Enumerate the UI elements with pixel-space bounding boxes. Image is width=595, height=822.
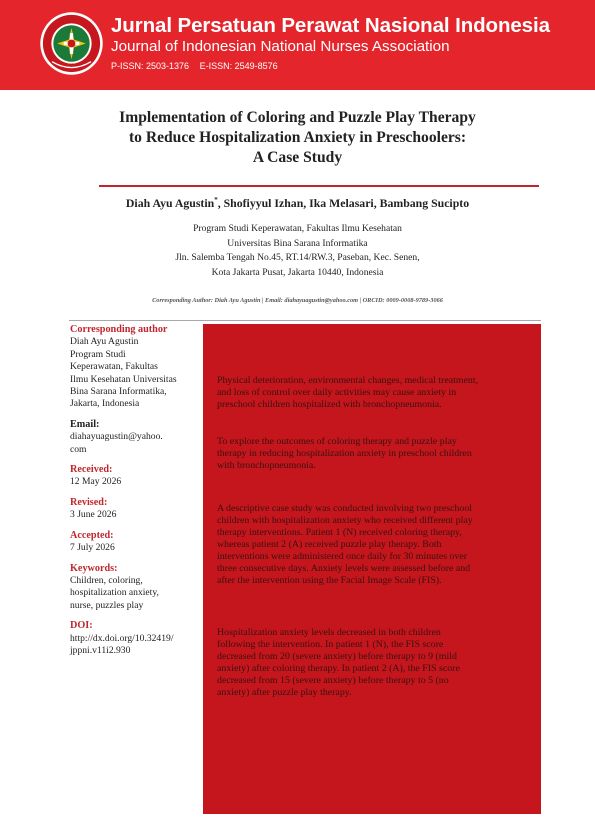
abstract-line: anxiety) after puzzle play therapy.: [217, 687, 352, 698]
abstract-line: preschool children hospitalized with bronchopneumonia.: [217, 399, 442, 410]
abstract-line: anxiety) after coloring therapy. In patient 2 (A), the FIS score: [217, 663, 460, 674]
keywords-heading: Keywords:: [70, 562, 118, 574]
article-title: [60, 108, 535, 168]
email-link[interactable]: com: [70, 443, 87, 455]
accepted-date: 7 July 2026: [70, 542, 115, 554]
email-heading: Email:: [70, 418, 100, 430]
title-line: to Reduce Hospitalization Anxiety in Preschoolers:: [128, 129, 467, 146]
affiliation-line: Kota Jakarta Pusat, Jakarta 10440, Indonesia: [211, 266, 384, 278]
abstract-line: three consecutive days. Anxiety levels were assessed before and: [217, 563, 471, 574]
received-date: 12 May 2026: [70, 476, 122, 488]
affiliation-line: Jln. Salemba Tengah No.45, RT.14/RW.3, Paseban, Kec. Senen,: [175, 252, 420, 264]
received-heading: Received:: [70, 464, 113, 476]
first-author: Diah Ayu Agustin: [125, 196, 215, 210]
accepted-heading: Accepted:: [70, 529, 114, 541]
title-divider: [99, 185, 539, 187]
corresponding-mark: *: [214, 196, 218, 205]
corresponding-author-heading: Corresponding author: [70, 324, 168, 335]
p-issn: P-ISSN: 2503-1376: [111, 61, 190, 71]
abstract-line: Physical deterioration, environmental changes, medical treatment,: [217, 375, 479, 386]
abstract-line: therapy interventions. Patient 1 (N) received coloring therapy,: [217, 527, 462, 538]
abstract-line: whereas patient 2 (A) received puzzle play therapy. Both: [217, 539, 442, 550]
keywords-text: hospitalization anxiety,: [70, 587, 159, 599]
ppni-logo-icon: [39, 11, 104, 76]
keywords-text: nurse, puzzles play: [70, 599, 144, 611]
abstract-line: following the intervention. In patient 1 (N), the FIS score: [217, 639, 444, 650]
abstract-methods: [217, 503, 527, 587]
affiliation-line: Program Studi Keperawatan, Fakultas Ilmu Kesehatan: [193, 223, 402, 234]
journal-subtitle: Journal of Indonesian National Nurses Association: [111, 38, 450, 55]
article-info-sidebar: [70, 324, 202, 657]
affiliation: [60, 222, 535, 280]
revised-heading: Revised:: [70, 496, 108, 508]
sidebar-text: Ilmu Kesehatan Universitas: [70, 373, 177, 385]
email-link[interactable]: diahayuagustin@yahoo.: [70, 431, 163, 443]
revised-date: 3 June 2026: [70, 509, 117, 521]
sidebar-text: Jakarta, Indonesia: [70, 398, 140, 410]
abstract-line: decreased from 20 (severe anxiety) before therapy to 9 (mild: [217, 651, 457, 662]
abstract-results: [217, 627, 527, 699]
abstract-background: [217, 375, 527, 411]
abstract-line: children with hospitalization anxiety who received different play: [217, 515, 473, 526]
sidebar-text: Keperawatan, Fakultas: [70, 361, 158, 373]
journal-title: Jurnal Persatuan Perawat Nasional Indonesia: [111, 14, 550, 37]
abstract-line: decreased from 15 (severe anxiety) before therapy to 5 (no: [217, 675, 449, 686]
abstract-line: A descriptive case study was conducted involving two preschool: [217, 503, 473, 514]
e-issn: E-ISSN: 2549-8576: [199, 61, 278, 71]
info-divider: [69, 320, 541, 321]
doi-heading: DOI:: [70, 620, 93, 632]
corresponding-info-line: Corresponding Author: Diah Ayu Agustin | Email: diahayuagustin@yahoo.com | ORCID: 0009-0008-9789-3066: [152, 297, 443, 304]
affiliation-line: Universitas Bina Sarana Informatika: [227, 237, 368, 249]
co-authors: , Shofiyyul Izhan, Ika Melasari, Bambang Sucipto: [217, 196, 470, 210]
sidebar-text: Diah Ayu Agustin: [70, 336, 139, 348]
author-list: [60, 196, 535, 211]
abstract-line: with bronchopneumonia.: [217, 460, 316, 471]
doi-link[interactable]: jppni.v11i2.930: [70, 644, 131, 656]
doi-link[interactable]: http://dx.doi.org/10.32419/: [70, 632, 174, 644]
journal-issn: [111, 61, 286, 71]
keywords-text: Children, coloring,: [70, 574, 143, 586]
sidebar-text: Program Studi: [70, 348, 126, 360]
abstract-line: To explore the outcomes of coloring therapy and puzzle play: [217, 436, 457, 447]
sidebar-text: Bina Sarana Informatika,: [70, 386, 167, 398]
abstract-line: therapy in reducing hospitalization anxiety in preschool children: [217, 448, 472, 459]
abstract-line: interventions were administered once daily for 30 minutes over: [217, 551, 468, 562]
title-line: Implementation of Coloring and Puzzle Play Therapy: [119, 109, 476, 126]
abstract-objective: [217, 436, 527, 472]
abstract-line: and loss of control over daily activities may cause anxiety in: [217, 387, 457, 398]
journal-masthead: [0, 0, 595, 90]
abstract-line: Hospitalization anxiety levels decreased in both children: [217, 627, 441, 638]
title-line: A Case Study: [252, 149, 343, 166]
abstract-line: after the intervention using the Facial Image Scale (FIS).: [217, 575, 442, 586]
